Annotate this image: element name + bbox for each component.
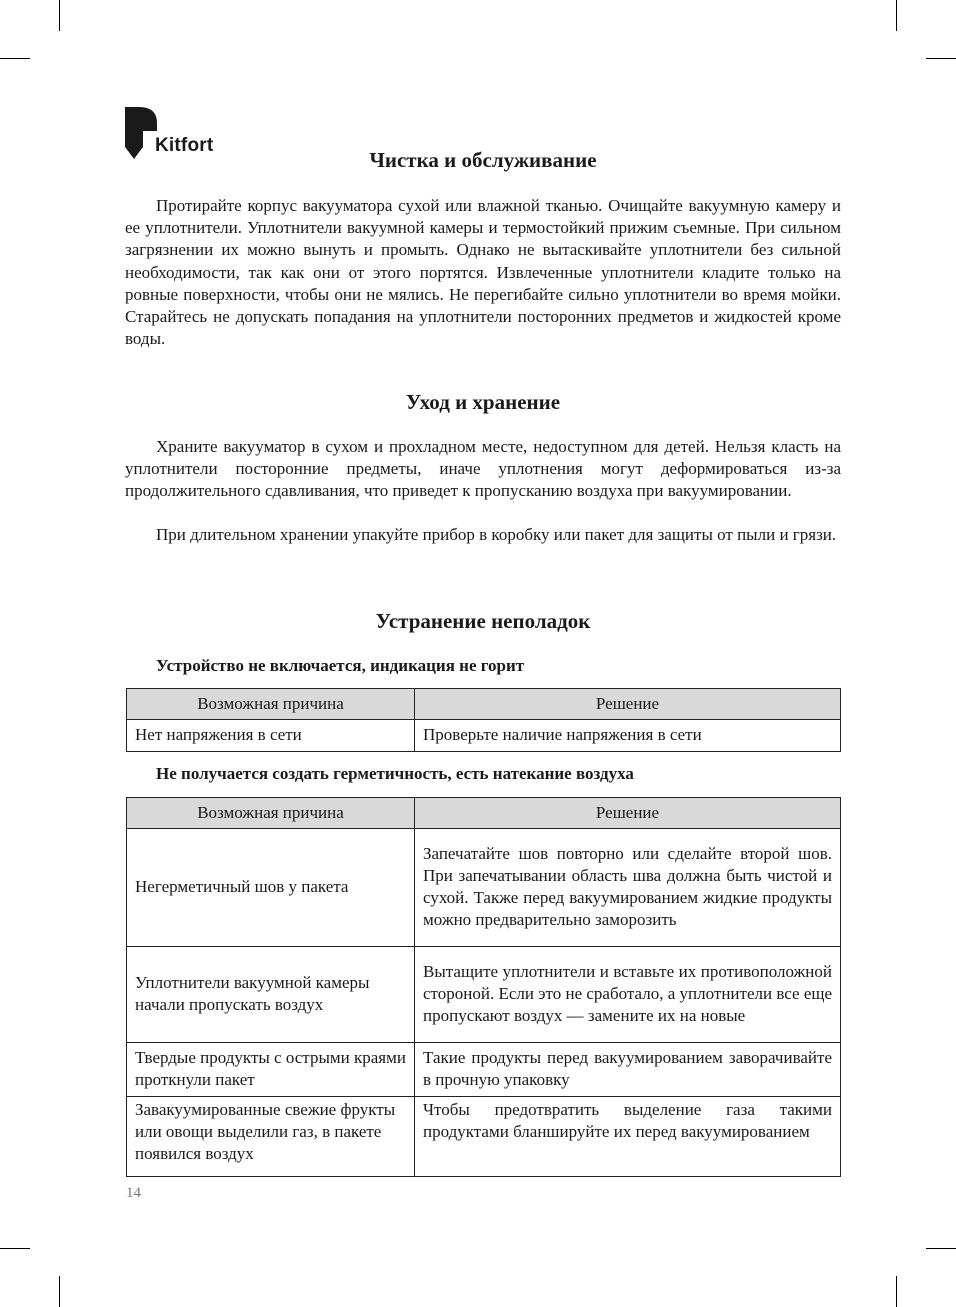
column-header-solution: Решение bbox=[415, 689, 841, 720]
crop-mark bbox=[59, 1276, 60, 1307]
crop-mark bbox=[896, 0, 897, 31]
brand-name: Kitfort bbox=[155, 135, 214, 156]
cause-cell: Нет напряжения в сети bbox=[127, 720, 415, 752]
column-header-cause: Возможная причина bbox=[127, 689, 415, 720]
kitfort-logo bbox=[125, 107, 225, 159]
table-row bbox=[127, 1043, 841, 1097]
section-title-cleaning: Чистка и обслуживание bbox=[369, 148, 597, 172]
troubleshooting-table bbox=[126, 797, 841, 1177]
solution-cell: Такие продукты перед вакуумированием заворачивайте в прочную упаковку bbox=[415, 1043, 841, 1097]
table-row bbox=[127, 720, 841, 752]
cause-cell: Негерметичный шов у пакета bbox=[127, 829, 415, 947]
solution-cell: Вытащите уплотнители и вставьте их противоположной стороной. Если это не сработало, а уплотнители все еще пропускают воздух — замените их на новые bbox=[415, 947, 841, 1043]
cause-cell: Уплотнители вакуумной камеры начали пропускать воздух bbox=[127, 947, 415, 1043]
solution-cell: Проверьте наличие напряжения в сети bbox=[415, 720, 841, 752]
section-title-troubleshooting: Устранение неполадок bbox=[375, 609, 591, 633]
crop-mark bbox=[0, 1248, 30, 1249]
crop-mark bbox=[0, 58, 30, 59]
cause-cell: Твердые продукты с острыми краями проткнули пакет bbox=[127, 1043, 415, 1097]
column-header-solution: Решение bbox=[415, 798, 841, 829]
table-row bbox=[127, 947, 841, 1043]
crop-mark bbox=[59, 0, 60, 31]
cause-cell: Завакуумированные свежие фрукты или овощи выделили газ, в пакете появился воздух bbox=[127, 1097, 415, 1177]
problem-title: Не получается создать герметичность, есть натекание воздуха bbox=[156, 764, 634, 783]
crop-mark bbox=[926, 1248, 956, 1249]
solution-cell: Запечатайте шов повторно или сделайте второй шов. При запечатывании область шва должна быть чистой и сухой. Также перед вакуумированием жидкие продукты можно предварительно заморозить bbox=[415, 829, 841, 947]
storage-text-2: При длительном хранении упакуйте прибор в коробку или пакет для защиты от пыли и грязи. bbox=[156, 525, 837, 544]
table-row bbox=[127, 1097, 841, 1177]
storage-text-1: Храните вакууматор в сухом и прохладном месте, недоступном для детей. Нельзя класть на уплотнители посторонние предметы, иначе уплотнения могут деформироваться из-за продолжительного сдавливания, что приведет к пропусканию воздуха при вакуумировании. bbox=[125, 437, 841, 501]
column-header-cause: Возможная причина bbox=[127, 798, 415, 829]
table-row bbox=[127, 829, 841, 947]
crop-mark bbox=[926, 58, 956, 59]
problem-title: Устройство не включается, индикация не горит bbox=[156, 656, 525, 675]
table-header-row bbox=[127, 798, 841, 829]
troubleshooting-table bbox=[126, 688, 841, 752]
cleaning-text: Протирайте корпус вакууматора сухой или влажной тканью. Очищайте вакуумную камеру и ее уплотнители. Уплотнители вакуумной камеры и термостойкий прижим съемные. При сильном загрязнении их можно вынуть и промыть. Однако не вытаскивайте уплотнители без сильной необходимости, так как они от этого портятся. Извлеченные уплотнители кладите только на ровные поверхности, чтобы они не мялись. Не перегибайте сильно уплотнители во время мойки. Старайтесь не допускать попадания на уплотнители посторонних предметов и жидкостей кроме воды. bbox=[125, 196, 841, 349]
table-header-row bbox=[127, 689, 841, 720]
section-title-storage: Уход и хранение bbox=[405, 390, 561, 414]
crop-mark bbox=[896, 1276, 897, 1307]
kitfort-logo-mark-icon bbox=[125, 107, 159, 159]
solution-cell: Чтобы предотвратить выделение газа такими продуктами бланшируйте их перед вакуумированием bbox=[415, 1097, 841, 1177]
page-number: 14 bbox=[126, 1185, 141, 1201]
